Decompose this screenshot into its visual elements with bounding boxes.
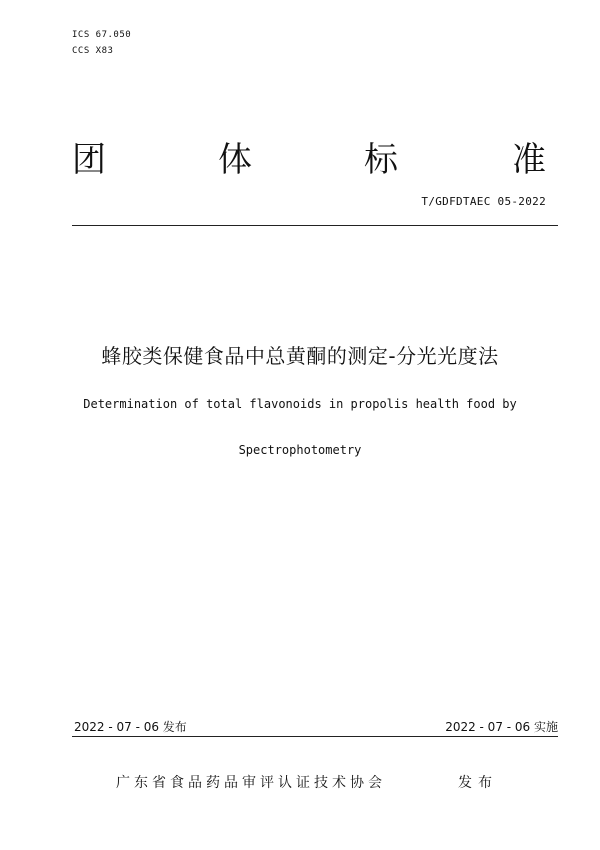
standard-number: T/GDFDTAEC 05-2022 <box>421 195 546 208</box>
release-date: 2022 - 07 - 06 发布 <box>74 720 187 734</box>
issuing-organization: 广东省食品药品审评认证技术协会 <box>116 775 386 791</box>
footer-divider <box>72 736 558 737</box>
group-standard-title-char: 团 <box>72 140 106 180</box>
publish-label: 发布 <box>458 775 498 791</box>
group-standard-title-char: 准 <box>512 140 546 180</box>
header-divider <box>72 225 558 226</box>
group-standard-title-char: 体 <box>218 140 252 180</box>
english-title-line-2: Spectrophotometry <box>238 443 362 457</box>
ccs-code: CCS X83 <box>72 46 114 56</box>
chinese-document-title: 蜂胶类保健食品中总黄酮的测定-分光光度法 <box>101 344 499 368</box>
english-title-line-1: Determination of total flavonoids in propolis health food by <box>83 397 517 411</box>
group-standard-title-char: 标 <box>364 140 398 180</box>
ics-code: ICS 67.050 <box>72 30 132 40</box>
implementation-date: 2022 - 07 - 06 实施 <box>445 720 558 734</box>
